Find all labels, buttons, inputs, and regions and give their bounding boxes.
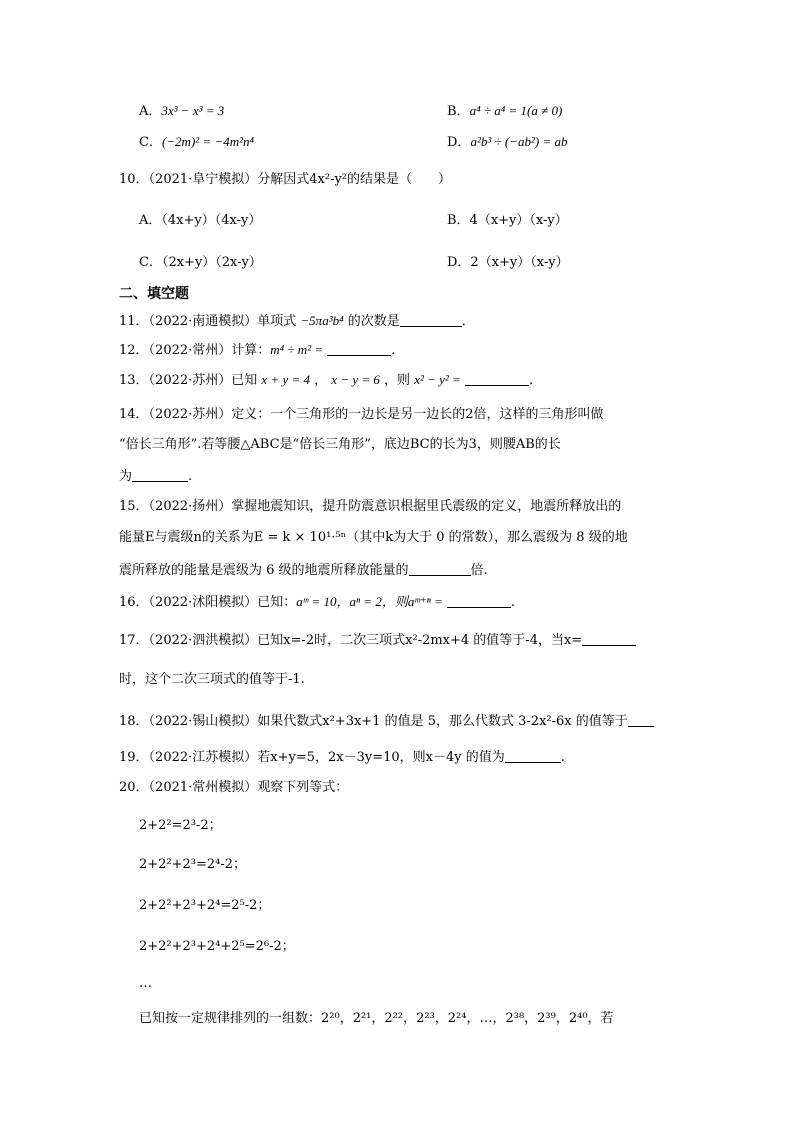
question-11 [119, 312, 475, 331]
question-20-last-line: 已知按一定规律排列的一组数：2²⁰，2²¹，2²²，2²³，2²⁴，…，2³⁸，2³⁹，2⁴⁰，若 [139, 1011, 614, 1026]
math-expression: x + y = 4 [261, 372, 310, 387]
punctuation: . [188, 469, 193, 484]
q10-option-d: D．2（x+y）（x-y） [447, 255, 569, 270]
punctuation: . [391, 343, 396, 358]
math-expression: aᵐ = 10，aⁿ = 2，则aᵐ⁺ⁿ = [296, 594, 443, 609]
question-text: 倍. [470, 563, 488, 578]
q9-option-b [447, 102, 562, 121]
question-14-line-2: “倍长三角形”.若等腰△ABC是“倍长三角形”，底边BC的长为3，则腰AB的长 [119, 437, 561, 452]
question-text: 19．（2022·江苏模拟）若x+y=5，2x－3y=10，则x－4y 的值为 [119, 750, 505, 765]
answer-blank[interactable] [327, 341, 391, 356]
question-text: 的次数是 [347, 314, 400, 329]
option-label: A． [139, 104, 162, 119]
question-text: 17．（2022·泗洪模拟）已知x=-2时，二次三项式x²-2mx+4 的值等于-4，当x= [119, 633, 583, 648]
question-14-line-3 [119, 467, 192, 486]
math-expression: x² − y² = [414, 372, 461, 387]
question-18 [119, 712, 654, 731]
question-15-line-3 [119, 561, 488, 580]
answer-blank[interactable] [628, 712, 654, 727]
answer-blank[interactable] [505, 748, 561, 763]
option-expr: a²b³ ÷ (−ab²) = ab [470, 134, 568, 149]
question-16 [119, 593, 515, 612]
math-expression: −5πa³b⁴ [300, 313, 344, 328]
math-expression: m⁴ ÷ m² = [270, 342, 324, 357]
equation-line: 2+2²+2³+2⁴=2⁵-2； [139, 898, 271, 913]
question-19 [119, 748, 565, 767]
q9-option-a [139, 102, 224, 121]
answer-blank[interactable] [465, 371, 529, 386]
question-13 [119, 371, 533, 390]
answer-blank[interactable] [132, 467, 188, 482]
equation-line: 2+2²=2³-2； [139, 818, 222, 833]
option-expr: 3x³ − x³ = 3 [161, 103, 225, 118]
answer-blank[interactable] [447, 593, 511, 608]
q10-stem: 10．（2021·阜宁模拟）分解因式4x²-y²的结果是（ ） [119, 172, 452, 187]
equation-line: 2+2²+2³+2⁴+2⁵=2⁶-2； [139, 939, 295, 954]
question-text: 12．（2022·常州）计算： [119, 343, 271, 358]
question-15-line-2: 能量E与震级n的关系为E = k × 10¹·⁵ⁿ（其中k为大于 0 的常数），那么震级为 8 级的地 [119, 530, 628, 545]
answer-blank[interactable] [400, 312, 462, 327]
question-text: ，则 [384, 373, 411, 388]
option-expr: a⁴ ÷ a⁴ = 1(a ≠ 0) [469, 103, 563, 118]
question-text: 为 [119, 469, 133, 484]
option-label: B． [447, 104, 470, 119]
punctuation: ． [461, 314, 475, 329]
q10-option-a: A．（4x+y）（4x-y） [139, 213, 262, 228]
option-label: D． [447, 135, 471, 150]
q9-option-c [139, 133, 254, 152]
question-12 [119, 341, 395, 360]
question-14-line-1: 14．（2022·苏州）定义：一个三角形的一边长是另一边长的2倍，这样的三角形叫做 [119, 407, 604, 422]
equation-line: 2+2²+2³=2⁴-2； [139, 857, 247, 872]
question-text: 16．（2022·沭阳模拟）已知： [119, 595, 297, 610]
option-label: C． [139, 135, 162, 150]
option-expr: (−2m)² = −4m²n⁴ [161, 134, 255, 149]
q10-option-c: C．（2x+y）（2x-y） [139, 255, 262, 270]
question-17-line-2: 时，这个二次三项式的值等于-1. [119, 672, 305, 687]
punctuation: ， [314, 373, 328, 388]
question-text: 震所释放的能量是震级为 6 级的地震所释放能量的 [119, 563, 409, 578]
math-expression: x − y = 6 [331, 372, 380, 387]
q9-option-d [447, 133, 567, 152]
question-text: 11．（2022·南通模拟）单项式 [119, 314, 297, 329]
punctuation: . [560, 750, 565, 765]
answer-blank[interactable] [409, 561, 471, 576]
question-20-stem: 20．（2021·常州模拟）观察下列等式： [119, 780, 349, 795]
answer-blank[interactable] [582, 631, 636, 646]
q10-option-b: B．4（x+y）（x-y） [447, 213, 568, 228]
question-15-line-1: 15．（2022·扬州）掌握地震知识，提升防震意识根据里氏震级的定义，地震所释放出的 [119, 499, 622, 514]
question-17-line-1 [119, 631, 636, 650]
section-title: 二、填空题 [119, 286, 189, 302]
question-text: 13．（2022·苏州）已知 [119, 373, 258, 388]
question-text: 18．（2022·锡山模拟）如果代数式x²+3x+1 的值是 5，那么代数式 3-2x²-6x 的值等于 [119, 714, 628, 729]
punctuation: . [510, 595, 516, 610]
ellipsis: … [139, 976, 152, 991]
punctuation: . [528, 373, 534, 388]
